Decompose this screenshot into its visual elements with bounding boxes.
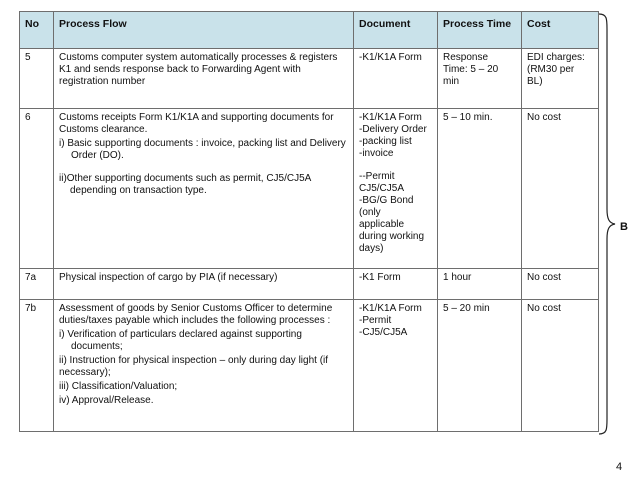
cost-cell: No cost	[522, 109, 599, 269]
table-header-row	[20, 12, 599, 49]
flow-item: ii)Other supporting documents such as permit, CJ5/CJ5A depending on transaction type.	[59, 173, 311, 196]
row-number: 7a	[20, 269, 54, 300]
row-number: 6	[20, 109, 54, 269]
document-cell	[354, 300, 438, 432]
document-line: -CJ5/CJ5A	[359, 327, 408, 338]
process-time-cell	[438, 49, 522, 109]
document-line: -packing list	[359, 136, 412, 147]
document-line: -K1/K1A Form	[359, 112, 422, 123]
process-flow-table	[19, 11, 599, 432]
document-line: applicable	[359, 219, 405, 230]
header-no: No	[20, 12, 54, 49]
flow-item: iii) Classification/Valuation;	[59, 381, 178, 392]
row-number: 7b	[20, 300, 54, 432]
time-line: Time: 5 – 20	[443, 64, 499, 75]
table-row	[20, 109, 599, 269]
process-flow-cell	[54, 109, 354, 269]
document-line: (only	[359, 207, 381, 218]
document-line: -BG/G Bond	[359, 195, 414, 206]
header-process-flow: Process Flow	[54, 12, 354, 49]
process-time-cell: 5 – 10 min.	[438, 109, 522, 269]
document-line: days)	[359, 243, 384, 254]
document-line: -Delivery Order	[359, 124, 427, 135]
flow-item: i) Verification of particulars declared against supporting documents;	[59, 329, 302, 352]
page-number: 4	[616, 461, 623, 473]
flow-intro: Customs receipts Form K1/K1A and supporting documents for Customs clearance.	[59, 112, 334, 135]
cost-cell: No cost	[522, 269, 599, 300]
curly-brace	[597, 13, 617, 435]
document-line: -invoice	[359, 148, 394, 159]
brace-label: B	[620, 221, 628, 233]
document-cell: -K1 Form	[354, 269, 438, 300]
flow-item: ii) Instruction for physical inspection – only during day light (if necessary);	[59, 355, 329, 378]
cost-line: EDI charges:	[527, 52, 585, 63]
process-time-cell: 1 hour	[438, 269, 522, 300]
document-line: during working	[359, 231, 425, 242]
cost-cell: No cost	[522, 300, 599, 432]
flow-intro: Assessment of goods by Senior Customs Officer to determine duties/taxes payable which includes the following processes :	[59, 303, 333, 326]
process-time-cell: 5 – 20 min	[438, 300, 522, 432]
cost-cell	[522, 49, 599, 109]
document-line: -Permit	[359, 315, 392, 326]
header-document: Document	[354, 12, 438, 49]
document-line: CJ5/CJ5A	[359, 183, 405, 194]
time-line: min	[443, 76, 460, 87]
document-line: -K1/K1A Form	[359, 303, 422, 314]
process-flow-cell: Physical inspection of cargo by PIA (if necessary)	[54, 269, 354, 300]
process-flow-cell: Customs computer system automatically processes & registers K1 and sends response back to Forwarding Agent with registration number	[54, 49, 354, 109]
cost-line: (RM30 per	[527, 64, 575, 75]
time-line: Response	[443, 52, 489, 63]
cost-line: BL)	[527, 76, 543, 87]
row-number: 5	[20, 49, 54, 109]
document-cell	[354, 109, 438, 269]
header-process-time: Process Time	[438, 12, 522, 49]
header-cost: Cost	[522, 12, 599, 49]
flow-item: iv) Approval/Release.	[59, 395, 154, 406]
document-line: --Permit	[359, 171, 395, 182]
document-line: -K1/K1A Form	[359, 52, 422, 63]
table-row	[20, 49, 599, 109]
process-flow-cell	[54, 300, 354, 432]
flow-item: i) Basic supporting documents : invoice, packing list and Delivery Order (DO).	[59, 138, 346, 161]
table-row	[20, 269, 599, 300]
table-row	[20, 300, 599, 432]
document-cell	[354, 49, 438, 109]
